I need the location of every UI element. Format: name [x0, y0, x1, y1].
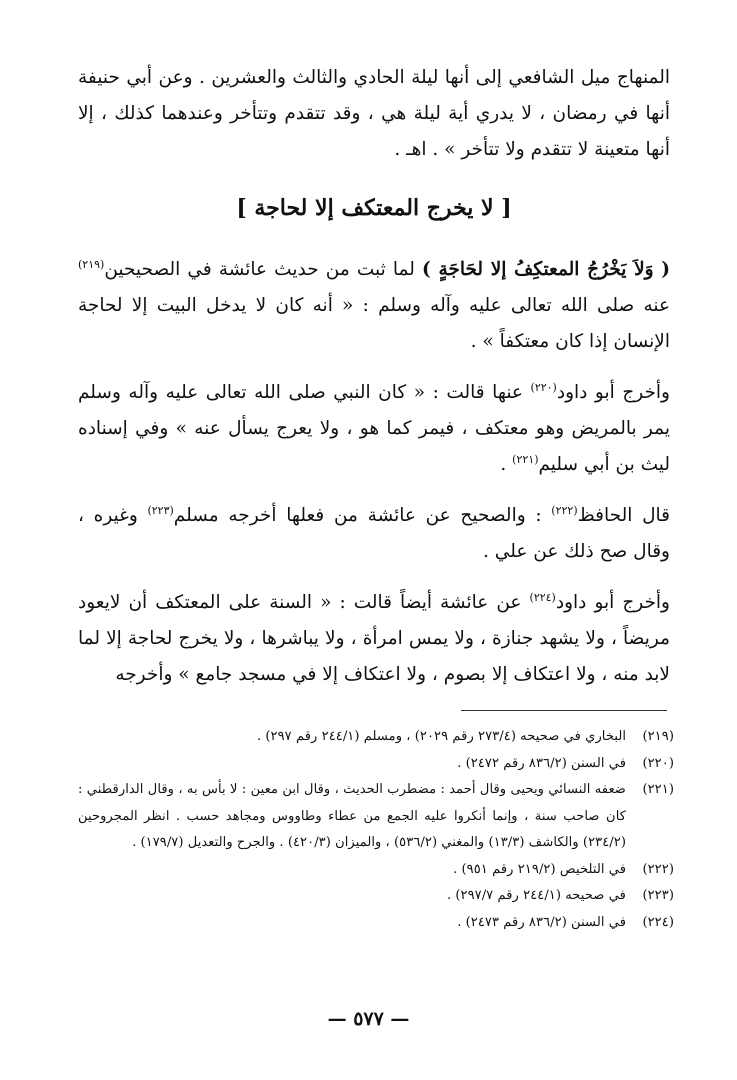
- paragraph-4-text-b: : والصحيح عن عائشة من فعلها أخرجه مسلم: [173, 505, 552, 526]
- paragraph-1: [78, 60, 670, 168]
- footnote-ref-222: (٢٢٢): [551, 503, 578, 517]
- footnote-224: [78, 910, 674, 937]
- footnote-number: (٢٢٠): [642, 755, 674, 771]
- paragraph-2-text-a: لما ثبت من حديث عائشة في الصحيحين: [104, 259, 423, 280]
- paragraph-4-text-a: قال الحافظ: [577, 505, 670, 526]
- paragraph-4-text-c: وغيره ، وقال صح ذلك عن علي .: [78, 505, 670, 562]
- footnote-text: في السنن (٨٣٦/٢ رقم ٢٤٧٢) .: [457, 755, 626, 771]
- footnote-ref-219: (٢١٩): [78, 257, 105, 271]
- paragraph-2-lead: ( وَلاَ يَخْرُجُ المعتكِفُ إلا لحَاجَةٍ ): [422, 259, 670, 280]
- footnote-text: البخاري في صحيحه (٢٧٣/٤ رقم ٢٠٢٩) ، ومسلم (٢٤٤/١ رقم ٢٩٧) .: [256, 729, 626, 744]
- footnote-ref-224: (٢٢٤): [529, 590, 556, 604]
- paragraph-2: [78, 252, 670, 360]
- footnote-text: ضعفه النسائي ويحيى وقال أحمد : مضطرب الحديث ، وقال ابن معين : لا بأس به ، وقال الدارقطني : كان صاحب سنة ، وإنما أنكروا عليه الجمع من عطاء وطاووس ومجاهد حسب . انظر المجروحين (٢٣٤/٢) والكاشف (١٣/٣) والمغني (٥٣٦/٢) ، والميزان (٤٢٠/٣) . والجرح والتعديل (١٧٩/٧) .: [78, 782, 626, 850]
- footnote-number: (٢١٩): [642, 729, 674, 744]
- footnote-ref-220: (٢٢٠): [530, 380, 557, 394]
- paragraph-3-text-c: .: [500, 454, 513, 475]
- footnote-text: في صحيحه (٢٤٤/١ رقم ٢٩٧/٧) .: [446, 888, 626, 903]
- page-number: — ٥٧٧ —: [327, 1008, 410, 1030]
- footnote-ref-223: (٢٢٣): [147, 503, 174, 517]
- footnote-number: (٢٢٣): [642, 888, 674, 903]
- paragraph-5-text-b: عن عائشة أيضاً قالت : « السنة على المعتكف أن لايعود مريضاً ، ولا يشهد جنازة ، ولا يمس امرأة ، ولا يباشرها ، ولا يخرج لحاجة إلا لما لابد منه ، ولا اعتكاف إلا بصوم ، ولا اعتكاف إلا في مسجد جامع » وأخرجه: [78, 592, 670, 685]
- paragraph-5-text-a: وأخرج أبو داود: [555, 592, 670, 613]
- paragraph-3-text-a: وأخرج أبو داود: [556, 382, 670, 403]
- footnote-ref-221: (٢٢١): [512, 452, 539, 466]
- footnote-divider: [461, 710, 667, 711]
- footnotes-section: [78, 724, 674, 936]
- paragraph-3-text-b: عنها قالت : « كان النبي صلى الله تعالى عليه وآله وسلم يمر بالمريض وهو معتكف ، فيمر كما هو ، ولا يعرج يسأل عنه » وفي إسناده ليث بن أبي سليم: [78, 382, 670, 475]
- footnote-222: [78, 857, 674, 884]
- footnote-number: (٢٢١): [642, 782, 674, 797]
- footnote-223: [78, 883, 674, 910]
- footnote-221: [78, 777, 674, 857]
- main-text: [78, 60, 670, 708]
- paragraph-3: [78, 375, 670, 483]
- section-heading: [ لا يخرج المعتكف إلا لحاجة ]: [236, 195, 512, 221]
- paragraph-2-text-b: عنه صلى الله تعالى عليه وآله وسلم : « أنه كان لا يدخل البيت إلا لحاجة الإنسان إذا كان معتكفاً » .: [78, 295, 670, 352]
- paragraph-1-text: المنهاج ميل الشافعي إلى أنها ليلة الحادي والثالث والعشرين . وعن أبي حنيفة أنها في رمضان ، لا يدري أية ليلة هي ، وقد تتقدم وتتأخر وعندهما كذلك ، إلا أنها متعينة لا تتقدم ولا تتأخر » . اهـ .: [78, 67, 670, 160]
- paragraph-4: [78, 498, 670, 570]
- footnote-number: (٢٢٢): [642, 861, 674, 877]
- footnote-number: (٢٢٤): [642, 914, 674, 930]
- paragraph-5: [78, 585, 670, 693]
- footnote-220: [78, 751, 674, 778]
- footnote-text: في السنن (٨٣٦/٢ رقم ٢٤٧٣) .: [457, 914, 626, 930]
- footnote-219: [78, 724, 674, 751]
- footnote-text: في التلخيص (٢١٩/٢ رقم ٩٥١) .: [453, 861, 626, 877]
